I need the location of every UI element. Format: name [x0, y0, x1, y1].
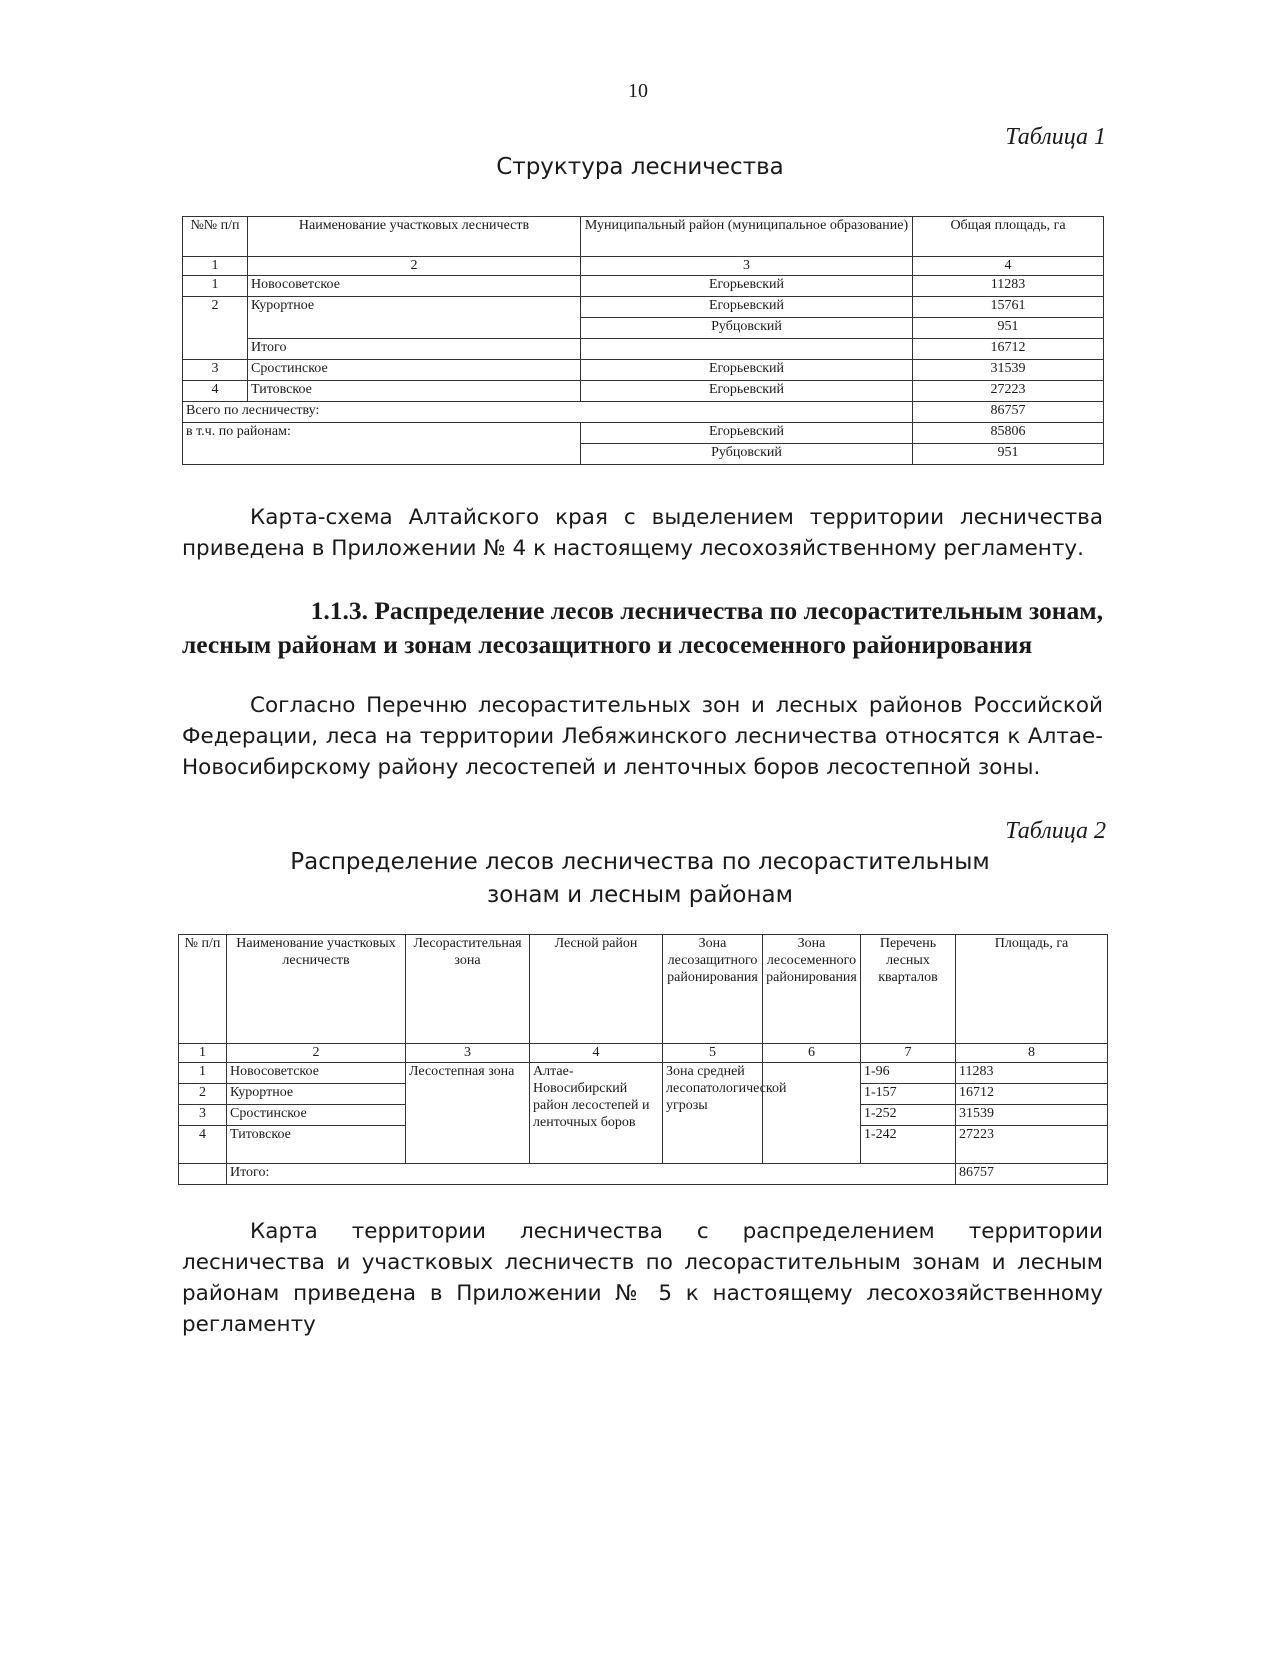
table1-cell-district: Егорьевский	[581, 360, 913, 381]
table2-cell-num: 3	[179, 1105, 227, 1126]
table2-colnum: 6	[763, 1044, 861, 1063]
paragraph-line: Карта территории лесничества с распределением территории	[250, 1219, 1103, 1244]
table1-cell-area: 11283	[913, 276, 1104, 297]
table1-header-district: Муниципальный район (муниципальное образование)	[581, 217, 913, 257]
paragraph-map-scheme	[182, 502, 1103, 564]
table1-cell-name: Сростинское	[248, 360, 581, 381]
table1-cell-area: 951	[913, 444, 1104, 465]
table1-header-num: №№ п/п	[183, 217, 248, 257]
table2-cell-area: 31539	[956, 1105, 1108, 1126]
table1-label: Таблица 1	[1005, 124, 1106, 150]
table2-cell-area: 16712	[956, 1084, 1108, 1105]
table-row	[179, 1164, 1108, 1185]
table2-cell-name: Курортное	[227, 1084, 406, 1105]
table2-cell-quarters: 1-157	[861, 1084, 956, 1105]
table2-cell-zone: Лесостепная зона	[406, 1063, 530, 1164]
table1-cell-name: Титовское	[248, 381, 581, 402]
table2-cell-name: Новосоветское	[227, 1063, 406, 1084]
section-heading-line1: 1.1.3. Распределение лесов лесничества по лесорастительным зонам,	[310, 596, 1103, 625]
table2-colnum: 7	[861, 1044, 956, 1063]
table2-header-zone: Лесорастительная зона	[406, 935, 530, 1044]
paragraph-line: приведена в Приложении № 4 к настоящему лесохозяйственному регламенту.	[182, 536, 1084, 561]
paragraph-line: лесничества и участковых лесничеств по лесорастительным зонам и лесным	[182, 1250, 1103, 1275]
paragraph-line: районам приведена в Приложении № 5 к настоящему лесохозяйственному	[182, 1281, 1103, 1306]
table1-cell-num: 3	[183, 360, 248, 381]
table1-cell-num: 1	[183, 276, 248, 297]
table2-cell-name: Сростинское	[227, 1105, 406, 1126]
table1-colnum: 1	[183, 257, 248, 276]
table1-total-label: Всего по лесничеству:	[183, 402, 913, 423]
table2-cell-num: 1	[179, 1063, 227, 1084]
table2-cell-num: 4	[179, 1126, 227, 1164]
table2-cell-quarters: 1-252	[861, 1105, 956, 1126]
table2-label: Таблица 2	[1005, 818, 1106, 844]
table2	[178, 934, 1108, 1185]
table2-header-num: № п/п	[179, 935, 227, 1044]
table2-cell-num	[179, 1164, 227, 1185]
table2-cell-district: Алтае-Новосибирский район лесостепей и ленточных боров	[530, 1063, 663, 1164]
table2-cell-name: Титовское	[227, 1126, 406, 1164]
table1-header-name: Наименование участковых лесничеств	[248, 217, 581, 257]
table-row	[183, 276, 1104, 297]
table2-cell-quarters: 1-242	[861, 1126, 956, 1164]
paragraph-line: регламенту	[182, 1312, 316, 1337]
table-row	[183, 297, 1104, 318]
table-row	[183, 360, 1104, 381]
table2-header-protection: Зона лесозащитного районирования	[663, 935, 763, 1044]
table1-cell-area: 85806	[913, 423, 1104, 444]
table1-total-area: 86757	[913, 402, 1104, 423]
section-heading	[182, 594, 1103, 662]
table1-cell-area: 16712	[913, 339, 1104, 360]
table1-cell-district: Егорьевский	[581, 297, 913, 318]
table1-colnum: 2	[248, 257, 581, 276]
table2-header-quarters: Перечень лесных кварталов	[861, 935, 956, 1044]
table1-header-area: Общая площадь, га	[913, 217, 1104, 257]
table1-colnum: 4	[913, 257, 1104, 276]
table2-total-area: 86757	[956, 1164, 1108, 1185]
table-row	[183, 402, 1104, 423]
table2-header-seed: Зона лесосеменного районирования	[763, 935, 861, 1044]
table1-cell-num: 4	[183, 381, 248, 402]
table1-colnum: 3	[581, 257, 913, 276]
paragraph-zones	[182, 690, 1103, 783]
table2-colnum: 4	[530, 1044, 663, 1063]
table1-cell-district: Егорьевский	[581, 276, 913, 297]
table2-cell-area: 27223	[956, 1126, 1108, 1164]
table1-cell-area: 31539	[913, 360, 1104, 381]
table1-cell-district: Егорьевский	[581, 381, 913, 402]
table2-cell-quarters: 1-96	[861, 1063, 956, 1084]
paragraph-line: Новосибирскому району лесостепей и ленточных боров лесостепной зоны.	[182, 755, 1041, 780]
table1-cell-area: 27223	[913, 381, 1104, 402]
table1-cell-district: Рубцовский	[581, 444, 913, 465]
table2-title	[260, 846, 1020, 912]
table2-cell-seed	[763, 1063, 861, 1164]
table1	[182, 216, 1104, 465]
table2-cell-num: 2	[179, 1084, 227, 1105]
table1-cell-num: 2	[183, 297, 248, 360]
paragraph-line: Согласно Перечню лесорастительных зон и лесных районов Российской	[250, 693, 1103, 718]
table-row	[183, 339, 1104, 360]
table1-cell-district	[581, 339, 913, 360]
table2-header-district: Лесной район	[530, 935, 663, 1044]
table2-colnum: 1	[179, 1044, 227, 1063]
table1-cell-area: 951	[913, 318, 1104, 339]
table2-colnum: 3	[406, 1044, 530, 1063]
table2-colnum: 2	[227, 1044, 406, 1063]
table2-total-label: Итого:	[227, 1164, 956, 1185]
table2-colnum: 5	[663, 1044, 763, 1063]
table2-cell-protection: Зона средней лесопатологической угрозы	[663, 1063, 763, 1164]
section-heading-line2: лесным районам и зонам лесозащитного и лесосеменного районирования	[182, 630, 1033, 659]
table1-title: Структура лесничества	[496, 154, 784, 180]
table1-cell-district: Егорьевский	[581, 423, 913, 444]
paragraph-map-territory	[182, 1216, 1103, 1340]
table2-title-line2: зонам и лесным районам	[487, 882, 793, 908]
table2-header-area: Площадь, га	[956, 935, 1108, 1044]
table1-cell-name: Новосоветское	[248, 276, 581, 297]
table-row	[179, 1063, 1108, 1084]
paragraph-line: Карта-схема Алтайского края с выделением территории лесничества	[250, 505, 1103, 530]
table1-by-district-label: в т.ч. по районам:	[183, 423, 581, 465]
table1-cell-district: Рубцовский	[581, 318, 913, 339]
table1-cell-area: 15761	[913, 297, 1104, 318]
table-row	[183, 423, 1104, 444]
table1-cell-name: Курортное	[248, 297, 581, 339]
table-row	[183, 381, 1104, 402]
table2-cell-area: 11283	[956, 1063, 1108, 1084]
table2-title-line1: Распределение лесов лесничества по лесорастительным	[290, 849, 990, 875]
table1-cell-name: Итого	[248, 339, 581, 360]
page-number: 10	[628, 80, 648, 102]
table2-header-name: Наименование участковых лесничеств	[227, 935, 406, 1044]
table2-colnum: 8	[956, 1044, 1108, 1063]
paragraph-line: Федерации, леса на территории Лебяжинского лесничества относятся к Алтае-	[182, 724, 1103, 749]
